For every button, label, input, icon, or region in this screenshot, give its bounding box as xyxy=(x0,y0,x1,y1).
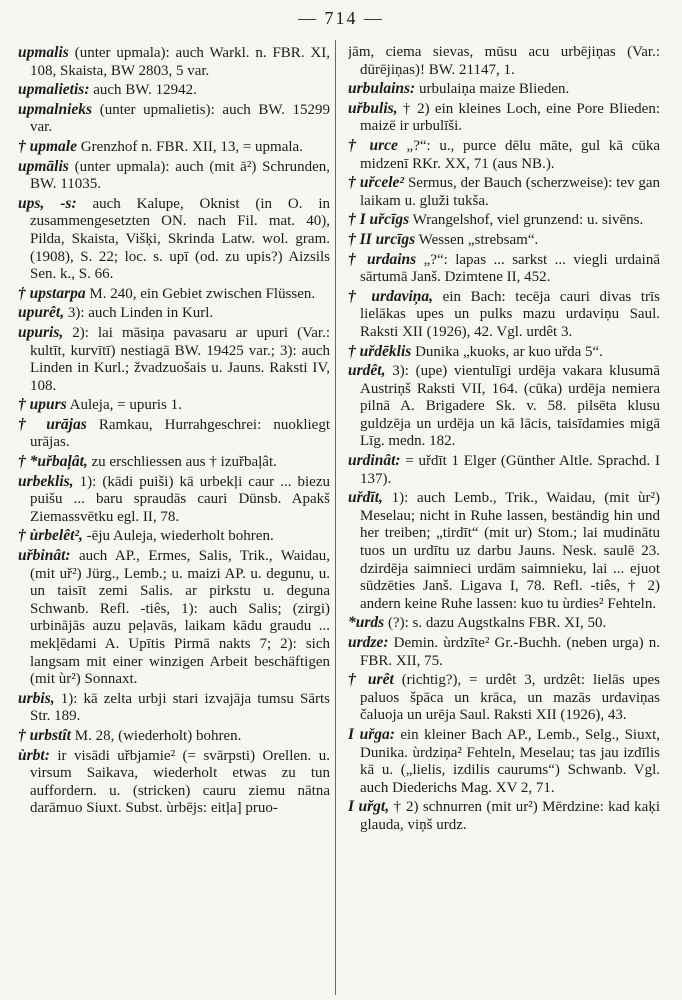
entry-text: Wessen „strebsam“. xyxy=(418,231,539,248)
entry-text: Auleja, = upuris 1. xyxy=(69,397,182,414)
entry-text: Ramkau, Hurrahgeschrei: nuokliegt urājas. xyxy=(30,416,330,451)
dictionary-entry xyxy=(348,44,660,79)
left-column xyxy=(18,44,330,994)
entry-headword: † urājas xyxy=(18,415,87,433)
entry-headword: † *uřbaļât, xyxy=(18,453,88,471)
entry-headword: † urêt xyxy=(348,671,394,689)
dictionary-entry xyxy=(18,138,330,157)
dictionary-entry xyxy=(348,100,660,136)
entry-text: 3): (upe) vientulīgi urdēja vakara klusumā Austriņš Raksti VII, 164. (cūka) urdēja nemiera pilnā A. Brigadere Sk. v. 58. pilsēta klusu guldzēja un urdēja un kā lācis, taisīdamies migā Līg. medn. 182. xyxy=(360,363,660,450)
entry-text: (unter upmala): auch (mit ā²) Schrunden, BW. 11035. xyxy=(30,158,330,193)
dictionary-entry xyxy=(18,324,330,395)
entry-text: „?“: u., purce dēlu māte, gul kā cūka midzenī RKr. XX, 71 (aus NB.). xyxy=(360,137,660,172)
entry-text: ir visādi uřbjamie² (= svārpsti) Orellen. u. virsum Saikava, wiederholt etwas zu tun auffordern. u. (stricken) cauru ziemu nātna darāmuo Siuxt. Subst. ùrbējs: eitļa] pruo- xyxy=(30,747,330,817)
dictionary-entry xyxy=(18,453,330,472)
entry-headword: † urbstît xyxy=(18,726,71,744)
entry-text: 3): auch Linden in Kurl. xyxy=(67,305,214,322)
entry-text: † 2) ein kleines Loch, eine Pore Blieden: maizē ir urbulīši. xyxy=(360,100,660,135)
dictionary-entry xyxy=(348,80,660,99)
entry-headword: † upurs xyxy=(18,396,67,414)
entry-headword: † upstarpa xyxy=(18,284,86,302)
entry-headword: urbis, xyxy=(18,689,55,707)
entry-text: 1): auch Lemb., Trik., Waidau, (mit ùr²) Meselau; nicht in Ruhe lassen, beständig hin und her treiben; „tirdīt“ (mit ur) Stom.; lai mudinātu tuos un urdītu uz darbu Jauns. Nesk. saulē 23. dzirdēja saimnieci urdām saimnieku, lai ... ejuot sūdzēties Janš. Ligava I, 78. Refl. -tiês, † 2) andern keine Ruhe lassen: kuo tu ùrdies² Fehteln. xyxy=(360,490,660,612)
entry-headword: † I uřcīgs xyxy=(348,211,410,229)
entry-headword: uřbinât: xyxy=(18,547,71,565)
dictionary-entry xyxy=(18,195,330,284)
dictionary-entry xyxy=(348,452,660,488)
entry-text: 1): (kādi puiši) kā urbekļi caur ... biezu puišu ... baru spraudās cauri Dünsb. Apakš Ziemassvētku egl. II, 78. xyxy=(30,473,330,525)
entry-headword: urdinât: xyxy=(348,452,401,470)
entry-headword: I uřga: xyxy=(348,725,395,743)
dictionary-entry xyxy=(18,527,330,546)
dictionary-entry xyxy=(348,798,660,834)
entry-text: auch BW. 12942. xyxy=(93,82,197,99)
dictionary-entry xyxy=(348,726,660,797)
dictionary-entry xyxy=(348,362,660,451)
entry-text: (richtig?), = urdêt 3, urdzêt: lielās upes paluos špāca un krāca, un mazās urdaviņas čaluoja un urēja Saul. Raksti XII (1926), 43. xyxy=(360,672,660,724)
dictionary-entry xyxy=(348,288,660,342)
entry-headword: urdêt, xyxy=(348,362,386,380)
entry-text: auch Kalupe, Oknist (in O. in zusammengesetzten ON. nach Fil. mat. 40), Pilda, Skaista, Višķi, Skrinda Latw. wol. gram. (1908), S. 22; loc. s. upī (od. zu upis?) Aizsils Sen. k., S. 66. xyxy=(30,195,330,283)
dictionary-entry xyxy=(348,343,660,362)
entry-text: (unter upmala): auch Warkl. n. FBR. XI, 108, Skaista, BW 2803, 5 var. xyxy=(30,45,330,79)
dictionary-entry xyxy=(348,231,660,250)
entry-headword: ups, -s: xyxy=(18,194,77,212)
entry-text: 1): kā zelta urbji stari izvajāja tumsu Sārts Str. 189. xyxy=(30,690,330,725)
entry-text: urbulaiņa maize Blieden. xyxy=(418,81,570,98)
entry-headword: † urdaviņa, xyxy=(348,287,434,305)
entry-headword: upurêt, xyxy=(18,304,65,322)
entry-text: (unter upmalietis): auch BW. 15299 var. xyxy=(30,101,330,136)
entry-headword: upuris, xyxy=(18,323,64,341)
dictionary-entry xyxy=(18,396,330,415)
entry-headword: † uřdēklis xyxy=(348,342,412,360)
dictionary-entry xyxy=(348,614,660,633)
entry-headword: † urce xyxy=(348,136,398,154)
entry-text: ein Bach: tecēja cauri divas trīs lielākas upes un pulks mazu urdaviņu Saul. Raksti XII (1926), 42. Vgl. urdêt 3. xyxy=(360,288,660,340)
entry-text: auch AP., Ermes, Salis, Trik., Waidau, (mit uř²) Jürg., Lemb.; u. maizi AP. u. degunu, u. un taisīt zemi Salis. ar pirkstu u. deguna Schwanb. Refl. -tiês, 1): auch Salis; (zirgi) urbinājās auzu peļavās, laikam kādu graudu ... mekļēdami A. Upītis Pirmā nakts 7; 2): sich langsam mit einer winzigen Arbeit beschäftigen (mit ùr²) Sonnaxt. xyxy=(30,548,330,688)
dictionary-entry xyxy=(18,44,330,80)
entry-text: M. 240, ein Gebiet zwischen Flüssen. xyxy=(89,285,316,302)
entry-text: -ēju Auleja, wiederholt bohren. xyxy=(86,528,274,545)
entry-headword: upmalietis: xyxy=(18,81,90,99)
dictionary-entry xyxy=(18,101,330,137)
right-column xyxy=(348,44,660,994)
entry-headword: † urdains xyxy=(348,250,417,268)
dictionary-entry xyxy=(18,747,330,818)
dictionary-entry xyxy=(18,158,330,194)
dictionary-entry xyxy=(348,671,660,725)
entry-text: † 2) schnurren (mit ur²) Mērdzine: kad kaķi glauda, viņš urdz. xyxy=(360,799,660,833)
dictionary-entry xyxy=(18,304,330,323)
dictionary-entry xyxy=(348,634,660,670)
entry-headword: urbulains: xyxy=(348,80,416,98)
entry-headword: upmalis xyxy=(18,44,69,61)
dictionary-entry xyxy=(348,174,660,210)
entry-text: zu erschliessen aus † izuřbaļât. xyxy=(91,454,277,471)
entry-headword: urdze: xyxy=(348,634,389,651)
entry-headword: † II urcīgs xyxy=(348,230,416,248)
entry-text: Dunika „kuoks, ar kuo uřda 5“. xyxy=(415,343,603,360)
entry-headword: † ùrbelêt², xyxy=(18,527,83,545)
entry-headword: upmalnieks xyxy=(18,100,93,118)
dictionary-entry xyxy=(18,473,330,527)
dictionary-entry xyxy=(18,285,330,304)
entry-headword: urbeklis, xyxy=(18,472,74,490)
entry-headword: uřdīt, xyxy=(348,489,383,507)
entry-headword: *urds xyxy=(348,614,385,632)
dictionary-entry xyxy=(348,489,660,613)
dictionary-entry xyxy=(18,416,330,452)
entry-headword: ùrbt: xyxy=(18,746,50,764)
dictionary-entry xyxy=(18,547,330,689)
dictionary-entry xyxy=(348,137,660,173)
entry-text: Demin. ùrdzīte² Gr.-Buchh. (neben urga) n. FBR. XII, 75. xyxy=(360,635,660,669)
entry-text: Grenzhof n. FBR. XII, 13, = upmala. xyxy=(80,138,303,155)
entry-headword: I uřgt, xyxy=(348,798,390,816)
entry-text: ein kleiner Bach AP., Lemb., Selg., Siuxt, Dunika. ùrdziņa² Fehteln, Meselau; tas jau izdīlis kā u. („lielis, izdilis caurums“) Schwanb. Vgl. auch Diederichs Mag. XV 2, 71. xyxy=(360,726,660,796)
entry-text: = uřdīt 1 Elger (Günther Altle. Sprachd. I 137). xyxy=(360,453,660,487)
entry-headword: † upmale xyxy=(18,137,77,155)
dictionary-entry xyxy=(348,251,660,287)
entry-text: M. 28, (wiederholt) bohren. xyxy=(74,727,242,744)
dictionary-entry xyxy=(18,690,330,726)
entry-text: 2): lai māsiņa pavasaru ar upuri (Var.: kultīt, kurvītī) nestiagā BW. 19425 var.; 3): auch Linden in Kurl.; žvadzuošais u. Jauns. Raksti IV, 108. xyxy=(30,324,330,394)
entry-text: jām, ciema sievas, mūsu acu urbējiņas (Var.: dūrējiņas)! BW. 21147, 1. xyxy=(348,44,660,78)
entry-text: (?): s. dazu Augstkalns FBR. XI, 50. xyxy=(387,615,607,632)
entry-headword: † uřcele² xyxy=(348,174,405,192)
entry-text: Wrangelshof, viel grunzend: u. sivēns. xyxy=(412,212,644,229)
entry-headword: uřbulis, xyxy=(348,99,398,117)
dictionary-entry xyxy=(348,211,660,230)
dictionary-entry xyxy=(18,727,330,746)
column-divider xyxy=(335,40,336,995)
entry-text: Sermus, der Bauch (scherzweise): tev gan laikam u. gluži tukša. xyxy=(360,175,660,209)
entry-headword: upmālis xyxy=(18,157,69,175)
page-number: — 714 — xyxy=(298,8,384,28)
entry-text: „?“: lapas ... sarkst ... viegli urdainā sārtumā Janš. Dzimtene II, 452. xyxy=(360,251,660,286)
dictionary-entry xyxy=(18,81,330,100)
